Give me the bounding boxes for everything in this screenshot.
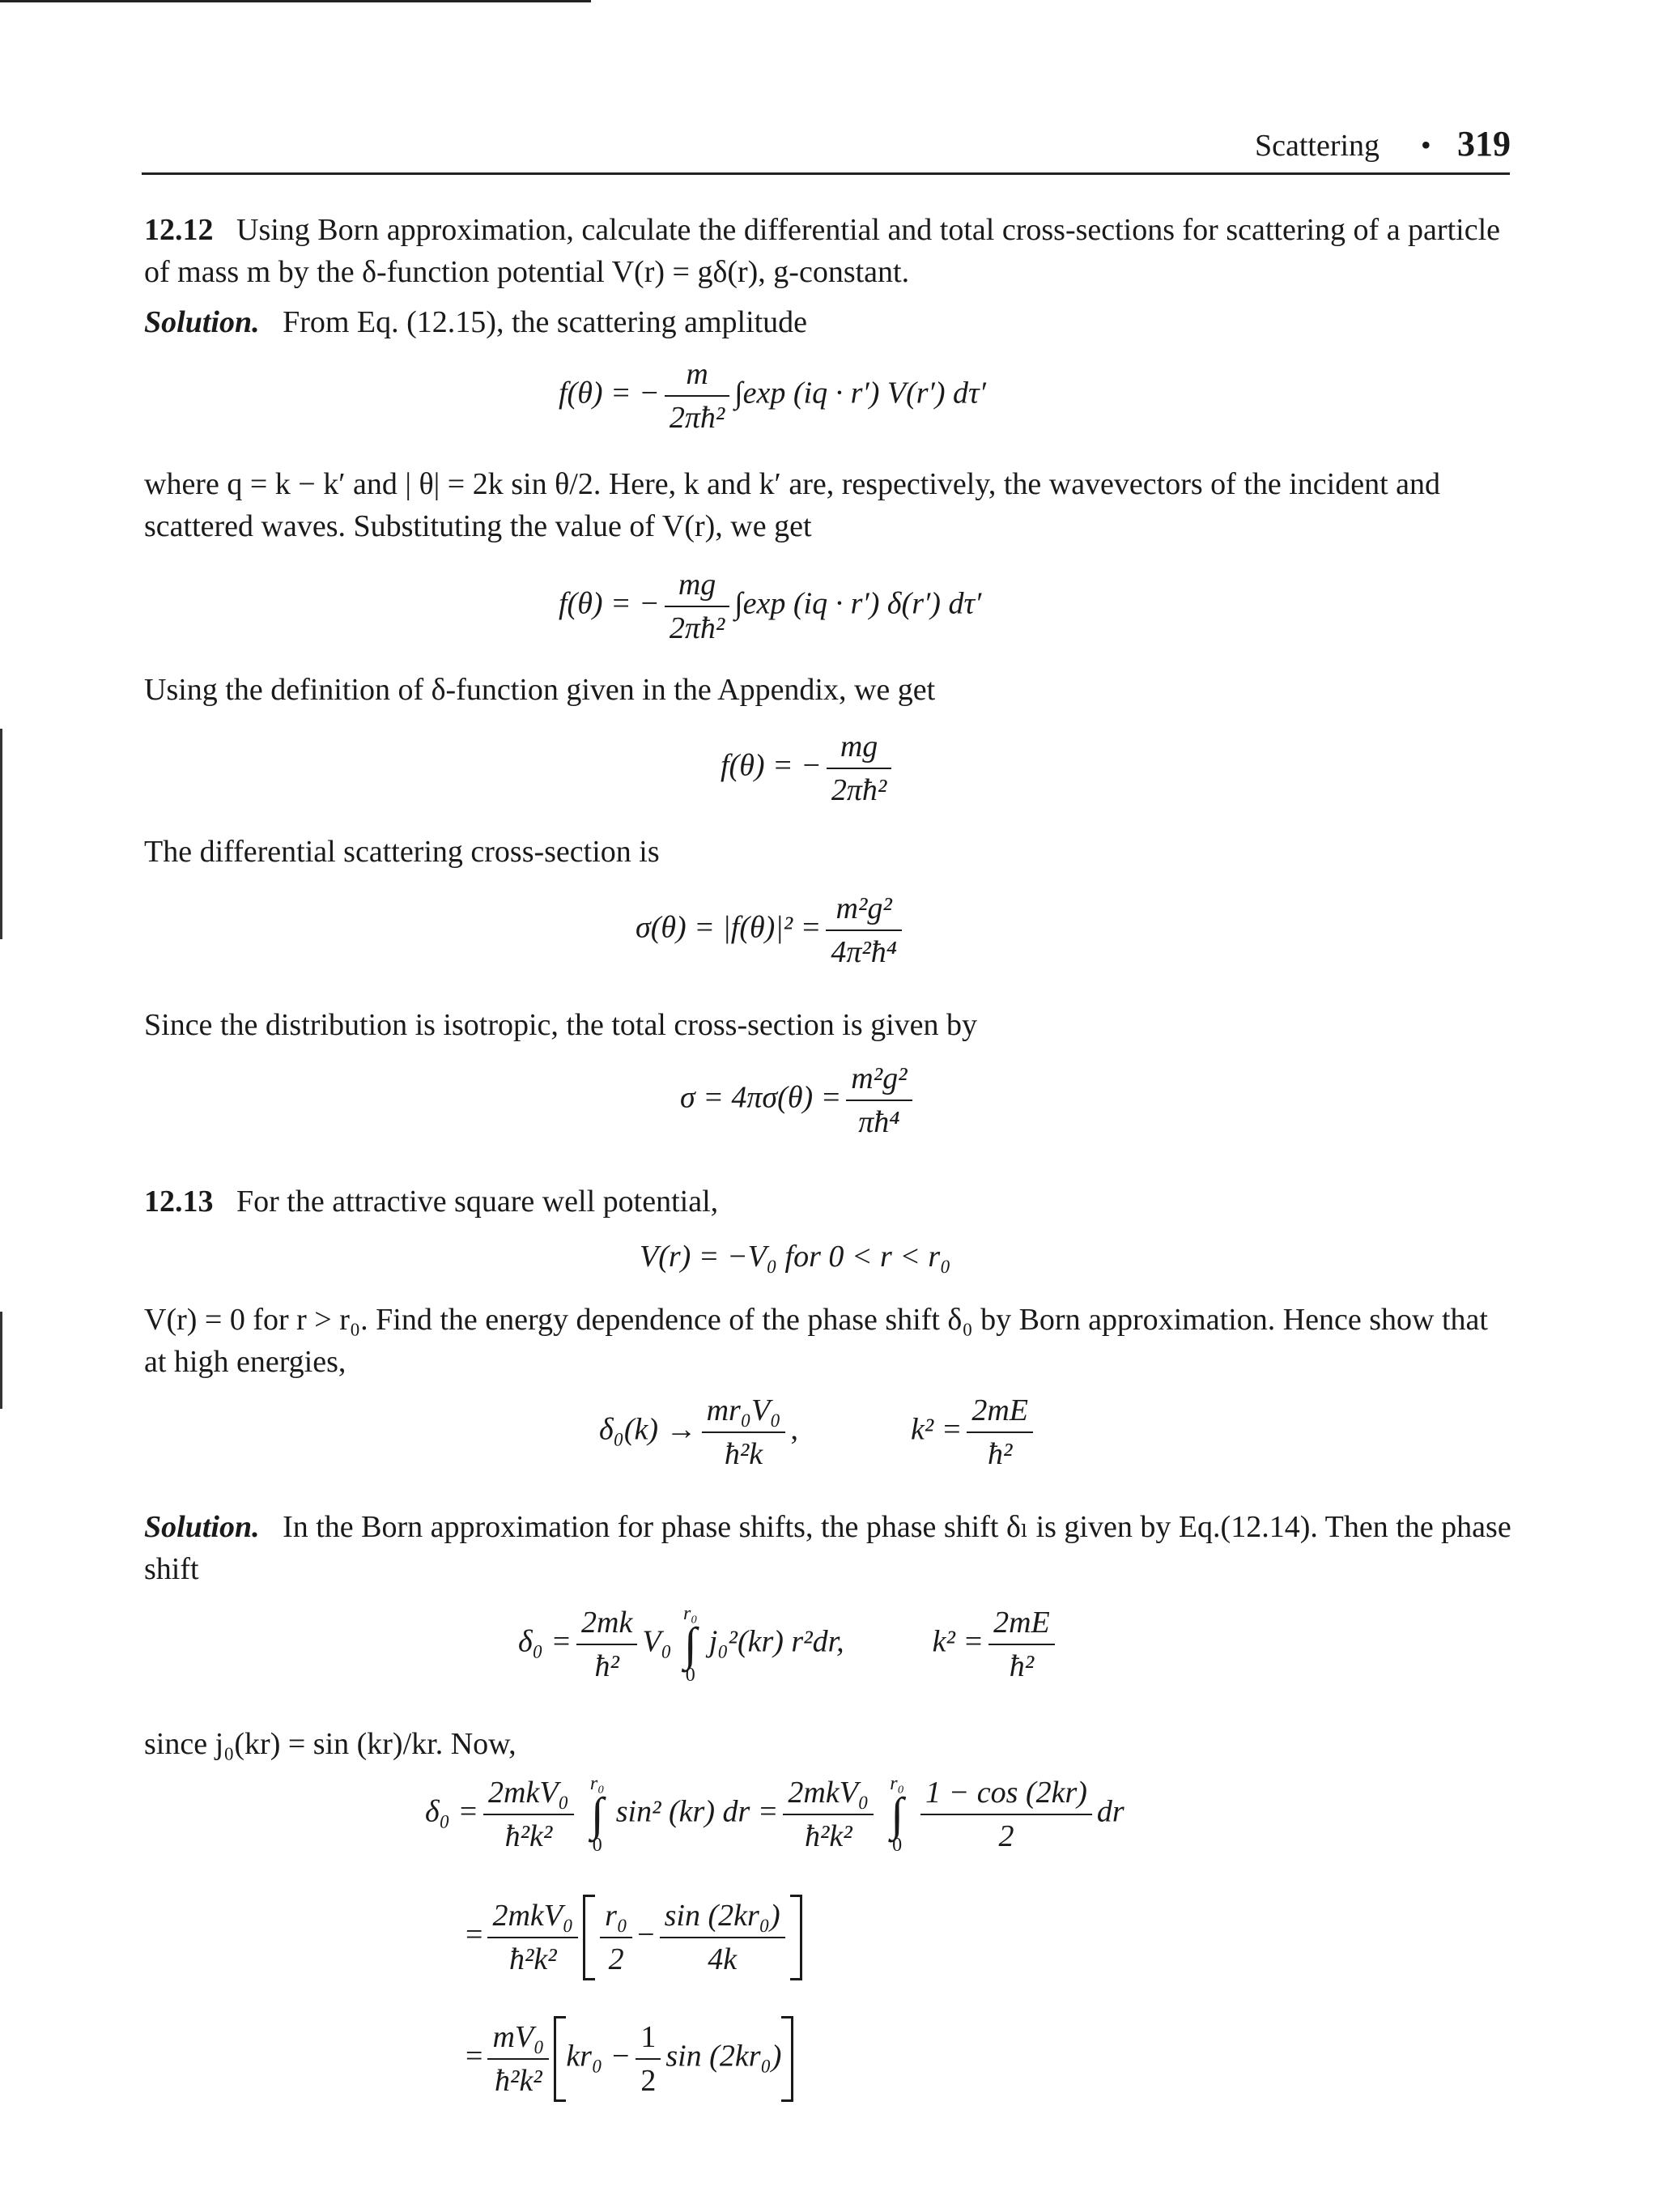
scan-edge-mark: [0, 1312, 2, 1409]
paragraph-appendix: Using the definition of δ-function given in the Appendix, we get: [144, 673, 936, 707]
eq-fraction: $\frac{1 - \cos (2kr)}{2}$: [920, 1775, 1092, 1854]
integral-sign: r₀ ∫ 0: [890, 1773, 904, 1856]
equation-10: = $\frac{\text{2mkV₀}}{\text{ħ²k²}}$ $\frac{\text{r₀}}{2}$ − $\frac{\text{sin (2kr₀)}}{4k}$: [466, 1895, 802, 1980]
eq-rhs: ∫exp (iq · r′) δ(r′) dτ′: [734, 586, 982, 621]
problem-number: 12.13: [144, 1185, 214, 1219]
eq-fraction: $\frac{m}{\text{2πħ²}}$: [665, 356, 729, 436]
equation-7: δ₀(k) → $\frac{\text{mr₀V₀}}{\text{ħ²k}}$ , k² = $\frac{2mE}{\text{ħ²}}$: [599, 1393, 1038, 1472]
equation-11: = $\frac{\text{mV₀}}{\text{ħ²k²}}$ kr₀ − $\frac{1}{2}$ sin (2kr₀): [466, 2016, 793, 2102]
eq-fraction: $\frac{\text{2mkV₀}}{\text{ħ²k²}}$: [783, 1775, 874, 1854]
equation-2: [559, 567, 981, 646]
problem-text: For the attractive square well potential,: [236, 1185, 719, 1219]
equation-1: [559, 356, 986, 436]
eq-lhs: σ(θ) = |f(θ)|² =: [636, 910, 822, 945]
eq-fraction: $\frac{\text{m²g²}}{\text{4π²ħ⁴}}$: [826, 891, 902, 970]
problem-text: Using Born approximation, calculate the differential and total cross-sections for scattering of a particle of mass m by the δ-function potential V(r) = gδ(r), g-constant.: [144, 213, 1500, 289]
problem-12-12: [144, 209, 1512, 293]
left-bracket: [554, 2016, 566, 2102]
solution-intro: [144, 301, 1512, 343]
equation-6: V(r) = −V₀ for 0 < r < r₀: [640, 1240, 951, 1274]
integral-sign: r₀ ∫ 0: [589, 1773, 605, 1856]
paragraph-bessel: since j₀(kr) = sin (kr)/kr. Now,: [144, 1727, 517, 1761]
left-bracket: [583, 1895, 595, 1980]
solution-label: Solution.: [144, 1510, 260, 1544]
right-bracket: [790, 1895, 802, 1980]
eq-fraction: $\frac{mg}{\text{2πħ²}}$: [665, 567, 729, 646]
eq-fraction: $\frac{\text{r₀}}{2}$: [600, 1898, 632, 1977]
eq-fraction: $\frac{2mE}{\text{ħ²}}$: [967, 1393, 1033, 1472]
header-bullet: •: [1421, 129, 1431, 161]
eq-lhs: f(θ) = −: [559, 376, 660, 410]
eq-fraction: $\frac{\text{mV₀}}{\text{ħ²k²}}$: [487, 2019, 549, 2099]
paragraph-wavevectors: where q = k − k′ and | θ| = 2k sin θ/2. Here, k and k′ are, respectively, the wavevectors of the incident and scattered waves. Substituting the value of V(r), we get: [144, 467, 1441, 543]
solution-phase-shift: [144, 1506, 1512, 1590]
equation-5: [680, 1061, 917, 1140]
paragraph-energy: V(r) = 0 for r > r₀. Find the energy dependence of the phase shift δ₀ by Born approximation. Hence show that at high energies,: [144, 1303, 1488, 1379]
solution-text: In the Born approximation for phase shifts, the phase shift δₗ is given by Eq.(12.14). Then the phase shift: [144, 1510, 1511, 1586]
problem-12-13: [144, 1180, 1512, 1223]
scan-edge-mark: [0, 729, 2, 939]
eq-fraction: $\frac{2mE}{\text{ħ²}}$: [988, 1605, 1055, 1684]
solution-label: Solution.: [144, 305, 260, 339]
eq-fraction: $\frac{\text{2mkV₀}}{\text{ħ²k²}}$: [487, 1898, 578, 1977]
page-number: 319: [1457, 124, 1511, 164]
solution-text: From Eq. (12.15), the scattering amplitude: [283, 305, 808, 339]
eq-fraction: $\frac{2mk}{\text{ħ²}}$: [576, 1605, 637, 1684]
eq-lhs: σ = 4πσ(θ) =: [680, 1080, 842, 1115]
running-header: Scattering: [1255, 129, 1380, 163]
problem-number: 12.12: [144, 213, 214, 247]
equation-3: [721, 729, 896, 808]
eq-fraction: $\frac{\text{2mkV₀}}{\text{ħ²k²}}$: [483, 1775, 574, 1854]
paragraph-differential: The differential scattering cross-section is: [144, 835, 660, 869]
eq-fraction: $\frac{\text{m²g²}}{\text{πħ⁴}}$: [846, 1061, 912, 1140]
eq-lhs: f(θ) = −: [721, 748, 822, 783]
eq-fraction: $\frac{\text{mr₀V₀}}{\text{ħ²k}}$: [702, 1393, 786, 1472]
equation-4: [636, 891, 907, 970]
top-border-line: [0, 0, 591, 2]
header-rule: [142, 172, 1510, 175]
paragraph-isotropic: Since the distribution is isotropic, the total cross-section is given by: [144, 1008, 978, 1042]
eq-rhs: ∫exp (iq · r′) V(r′) dτ′: [734, 376, 986, 410]
eq-fraction: $\frac{mg}{\text{2πħ²}}$: [827, 729, 891, 808]
right-bracket: [781, 2016, 793, 2102]
integral-sign: r₀ ∫ 0: [682, 1603, 698, 1686]
equation-8: δ₀ = $\frac{2mk}{\text{ħ²}}$ V₀ r₀ ∫ 0 j₀²(kr) r²dr, k² = $\frac{2mE}{\text{ħ²}}$: [518, 1603, 1060, 1686]
eq-fraction: $\frac{1}{2}$: [636, 2019, 661, 2099]
equation-9: δ₀ = $\frac{\text{2mkV₀}}{\text{ħ²k²}}$ r₀ ∫ 0 sin² (kr) dr = $\frac{\text{2mkV₀}}{\text{ħ²k²}}$ r₀ ∫ 0 $\frac{1 - \cos (2kr)}{2}$ dr: [425, 1773, 1124, 1856]
eq-lhs: f(θ) = −: [559, 586, 660, 621]
eq-fraction: $\frac{\text{sin (2kr₀)}}{4k}$: [660, 1898, 785, 1977]
